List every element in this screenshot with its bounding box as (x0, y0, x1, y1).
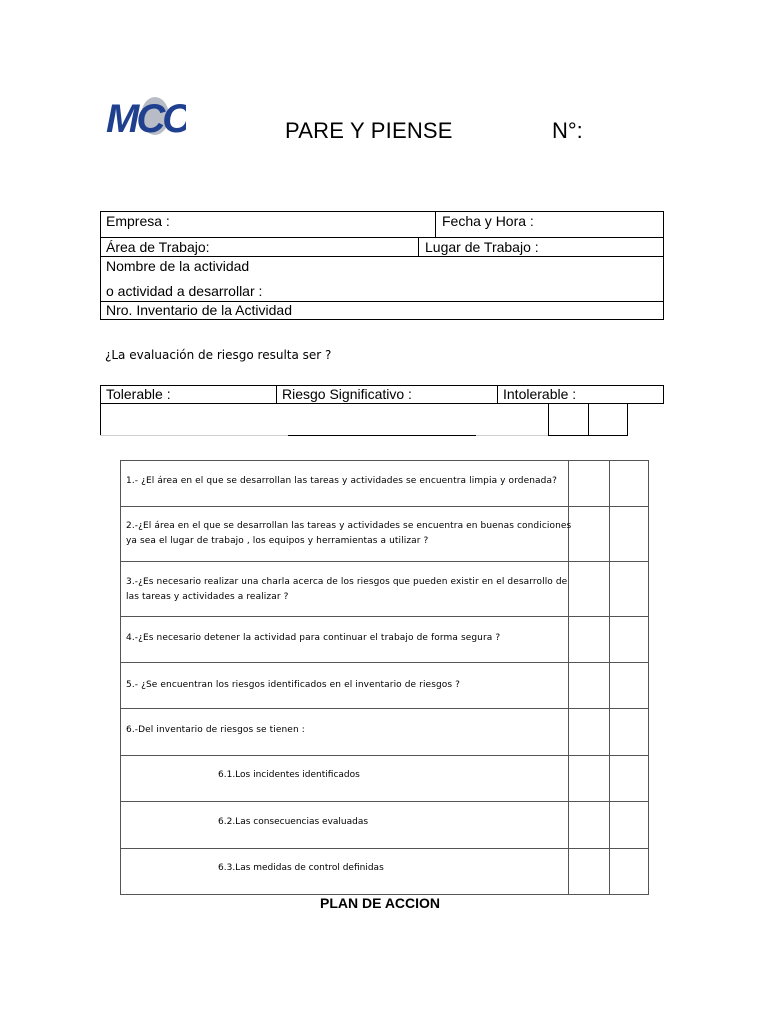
checklist-item-text: 1.- ¿El área en el que se desarrollan las tareas y actividades se encuentra limpia y ordenada? (126, 476, 557, 486)
sub-item-6-2: 6.2.Las consecuencias evaluadas (218, 817, 369, 827)
checklist-item-text: 3.-¿Es necesario realizar una charla acerca de los riesgos que pueden existir en el desarrollo de (126, 577, 568, 587)
divider (609, 460, 610, 895)
mco-logo-icon (106, 92, 186, 138)
divider (120, 561, 649, 562)
divider (120, 801, 649, 802)
divider (120, 708, 649, 709)
company-logo (106, 92, 186, 138)
page-title: PARE Y PIENSE (285, 118, 453, 143)
number-label: N°: (552, 118, 583, 143)
checklist-item-text: 6.-Del inventario de riesgos se tienen : (126, 725, 305, 735)
tolerable-option[interactable]: Tolerable : (106, 386, 171, 402)
checklist-item-text: 5.- ¿Se encuentran los riesgos identificados en el inventario de riesgos ? (126, 680, 461, 690)
lugar-trabajo-field[interactable]: Lugar de Trabajo : (425, 239, 539, 255)
plan-de-accion-heading: PLAN DE ACCION (320, 895, 441, 911)
divider (120, 616, 649, 617)
divider (100, 404, 101, 436)
nombre-actividad-label-1[interactable]: Nombre de la actividad (106, 258, 250, 274)
sub-item-6-1: 6.1.Los incidentes identificados (218, 770, 360, 780)
divider (120, 848, 649, 849)
fecha-hora-field[interactable]: Fecha y Hora : (442, 213, 534, 229)
divider (100, 256, 664, 257)
divider (627, 404, 628, 436)
checklist-item-text: ya sea el lugar de trabajo , los equipos y herramientas a utilizar ? (126, 536, 429, 546)
checklist-item-text: 2.-¿El área en el que se desarrollan las tareas y actividades se encuentra en buenas condiciones (126, 521, 572, 531)
significativo-option[interactable]: Riesgo Significativo : (282, 386, 412, 402)
divider (588, 404, 589, 436)
signature-line (288, 435, 476, 436)
divider (120, 662, 649, 663)
nombre-actividad-label-2[interactable]: o actividad a desarrollar : (106, 283, 263, 299)
nro-inventario-field[interactable]: Nro. Inventario de la Actividad (106, 302, 292, 318)
divider (120, 506, 649, 507)
divider (548, 404, 549, 436)
area-trabajo-field[interactable]: Área de Trabajo: (106, 239, 210, 255)
checklist-item-text: 4.-¿Es necesario detener la actividad para continuar el trabajo de forma segura ? (126, 633, 501, 643)
svg-text:MCO: MCO (106, 97, 186, 138)
risk-question: ¿La evaluación de riesgo resulta ser ? (105, 348, 332, 362)
divider (100, 237, 664, 238)
checklist-item-text: las tareas y actividades a realizar ? (126, 592, 289, 602)
empresa-field[interactable]: Empresa : (106, 213, 170, 229)
divider (120, 755, 649, 756)
intolerable-option[interactable]: Intolerable : (503, 386, 577, 402)
divider (548, 435, 628, 436)
sub-item-6-3: 6.3.Las medidas de control definidas (218, 863, 384, 873)
